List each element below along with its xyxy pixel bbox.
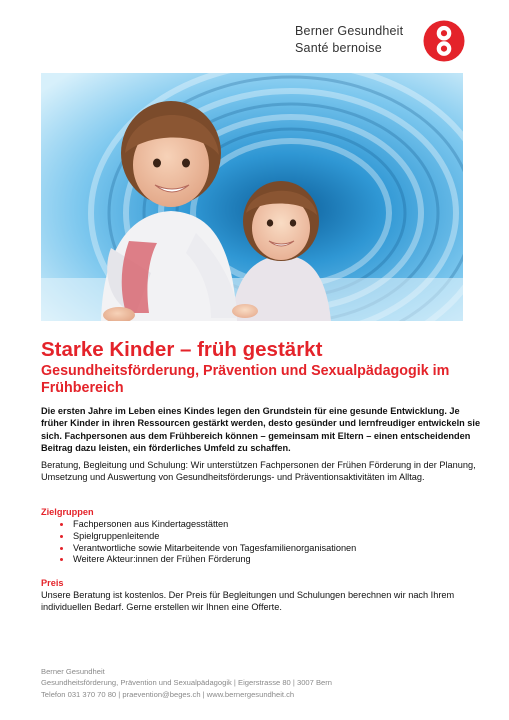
list-item — [63, 554, 356, 566]
berner-gesundheit-logo-icon — [423, 20, 465, 62]
list-item-label: Fachpersonen aus Kindertagesstätten — [73, 519, 229, 529]
brand-header — [295, 20, 495, 62]
bullet-icon — [60, 547, 63, 550]
brand-name — [295, 23, 403, 57]
zielgruppen-list — [63, 519, 356, 566]
page-subtitle: Gesundheitsförderung, Prävention und Sexualpädagogik im Frühbereich — [41, 363, 450, 396]
children-in-tunnel-photo — [41, 73, 463, 321]
bullet-icon — [60, 523, 63, 526]
list-item — [63, 543, 356, 555]
preis-heading: Preis — [41, 578, 64, 588]
footer-org-name: Berner Gesundheit — [41, 667, 105, 676]
list-item-label: Spielgruppenleitende — [73, 530, 160, 541]
service-paragraph: Beratung, Begleitung und Schulung: Wir unterstützen Fachpersonen der Frühen Förderung in der Planung, Umsetzung und Auswertung von Gesundheitsförderungs- und Präventionsaktivitäten im Alltag. — [41, 460, 476, 483]
page-footer — [41, 666, 332, 700]
brand-name-fr: Santé bernoise — [295, 41, 382, 55]
footer-address: Gesundheitsförderung, Prävention und Sexualpädagogik | Eigerstrasse 80 | 3007 Bern — [41, 678, 333, 688]
page-title: Starke Kinder – früh gestärkt — [41, 338, 323, 361]
list-item — [63, 519, 356, 531]
list-item-label: Weitere Akteur:innen der Frühen Förderung — [73, 554, 251, 565]
zielgruppen-heading: Zielgruppen — [41, 507, 94, 517]
footer-contact: Telefon 031 370 70 80 | praevention@beges.ch | www.bernergesundheit.ch — [41, 689, 295, 699]
brand-name-de: Berner Gesundheit — [295, 24, 404, 38]
bullet-icon — [60, 558, 63, 561]
list-item — [63, 531, 356, 543]
list-item-label: Verantwortliche sowie Mitarbeitende von Tagesfamilienorganisationen — [73, 542, 357, 553]
preis-text: Unsere Beratung ist kostenlos. Der Preis für Begleitungen und Schulungen berechnen wir nach Ihrem individuellen Bedarf. Gerne erstellen wir Ihnen eine Offerte. — [41, 590, 455, 613]
bullet-icon — [60, 535, 63, 538]
hero-image — [41, 73, 463, 321]
intro-paragraph: Die ersten Jahre im Leben eines Kindes legen den Grundstein für eine gesunde Entwicklung. Je früher Kinder in ihren Ressourcen gestärkt werden, desto gesünder und lernfreudiger entwickeln sie sich. Fachpersonen aus dem Frühbereich können – gemeinsam mit Eltern – einen entscheidenden Beitrag dazu leisten, ein förderliches Umfeld zu schaffen. — [41, 406, 481, 453]
